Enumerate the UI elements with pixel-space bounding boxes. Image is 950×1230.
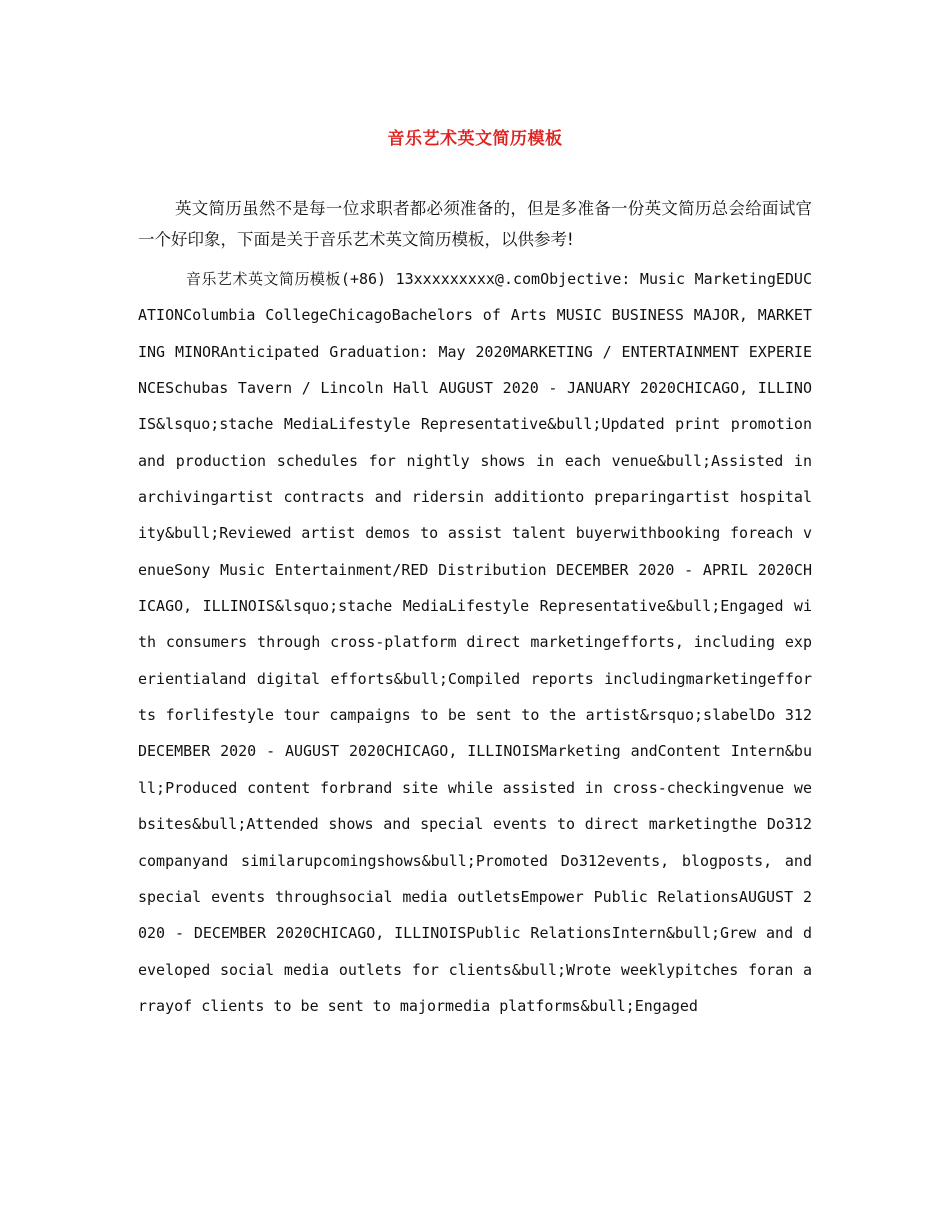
intro-paragraph: 英文简历虽然不是每一位求职者都必须准备的，但是多准备一份英文简历总会给面试官一个好印象，下面是关于音乐艺术英文简历模板，以供参考! (138, 199, 812, 249)
document-title: 音乐艺术英文简历模板 (387, 129, 563, 149)
resume-body-paragraph: 音乐艺术英文简历模板(+86) 13xxxxxxxxx@.comObjective: Music MarketingEDUCATIONColumbia CollegeChicagoBachelors of Arts MUSIC BUSINESS MAJOR, MARKETING MINORAnticipated Graduation: May 2020MARKETING / ENTERTAINMENT EXPERIENCESchubas Tavern / Lincoln Hall AUGUST 2020 - JANUARY 2020CHICAGO, ILLINOIS&lsquo;stache MediaLifestyle Representative&bull;Updated print promotion and production schedules for nightly shows in each venue&bull;Assisted in archivingartist contracts and ridersin additionto preparingartist hospitality&bull;Reviewed artist demos to assist talent buyerwithbooking foreach venueSony Music Entertainment/RED Distribution DECEMBER 2020 - APRIL 2020CHICAGO, ILLINOIS&lsquo;stache MediaLifestyle Representative&bull;Engaged with consumers through cross-platform direct marketingefforts, including experientialand digital efforts&bull;Compiled reports includingmarketingefforts forlifestyle tour campaigns to be sent to the artist&rsquo;slabelDo 312DECEMBER 2020 - AUGUST 2020CHICAGO, ILLINOISMarketing andContent Intern&bull;Produced content forbrand site while assisted in cross-checkingvenue websites&bull;Attended shows and special events to direct marketingthe Do312companyand similarupcomingshows&bull;Promoted Do312events, blogposts, and special events throughsocial media outletsEmpower Public RelationsAUGUST 2020 - DECEMBER 2020CHICAGO, ILLINOISPublic RelationsIntern&bull;Grew and developed social media outlets for clients&bull;Wrote weeklypitches foran arrayof clients to be sent to majormedia platforms&bull;Engaged (138, 270, 812, 1015)
